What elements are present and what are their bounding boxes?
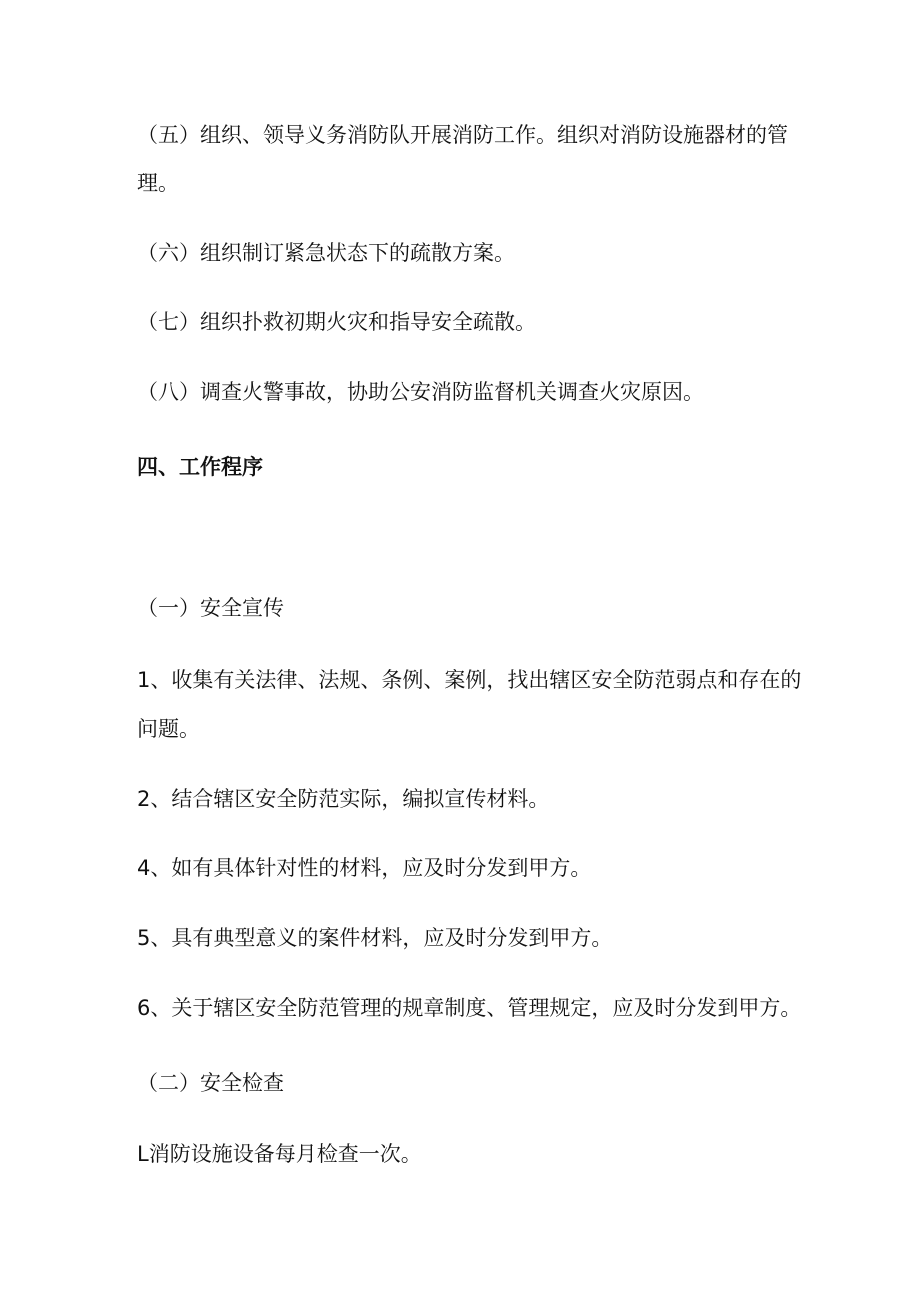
list-item-6: 6、关于辖区安全防范管理的规章制度、管理规定，应及时分发到甲方。 [137,996,802,1020]
paragraph-item-7: （七）组织扑救初期火灾和指导安全疏散。 [137,310,536,334]
paragraph-item-5: （五）组织、领导义务消防队开展消防工作。组织对消防设施器材的管 [137,123,788,147]
list-item-1-continuation: 问题。 [137,717,200,741]
list-item-2: 2、结合辖区安全防范实际，编拟宣传材料。 [137,787,550,811]
subsection-heading-safety-publicity: （一）安全宣传 [137,596,284,620]
list-item-5: 5、具有典型意义的案件材料，应及时分发到甲方。 [137,926,613,950]
list-item-l: L消防设施设备每月检查一次。 [137,1142,422,1166]
section-heading-work-procedure: 四、工作程序 [137,455,263,479]
list-item-4: 4、如有具体针对性的材料，应及时分发到甲方。 [137,856,592,880]
list-item-1: 1、收集有关法律、法规、条例、案例，找出辖区安全防范弱点和存在的 [137,668,802,692]
paragraph-item-8: （八）调查火警事故，协助公安消防监督机关调查火灾原因。 [137,380,704,404]
paragraph-item-6: （六）组织制订紧急状态下的疏散方案。 [137,241,515,265]
subsection-heading-safety-inspection: （二）安全检查 [137,1071,284,1095]
paragraph-item-5-continuation: 理。 [137,171,179,195]
